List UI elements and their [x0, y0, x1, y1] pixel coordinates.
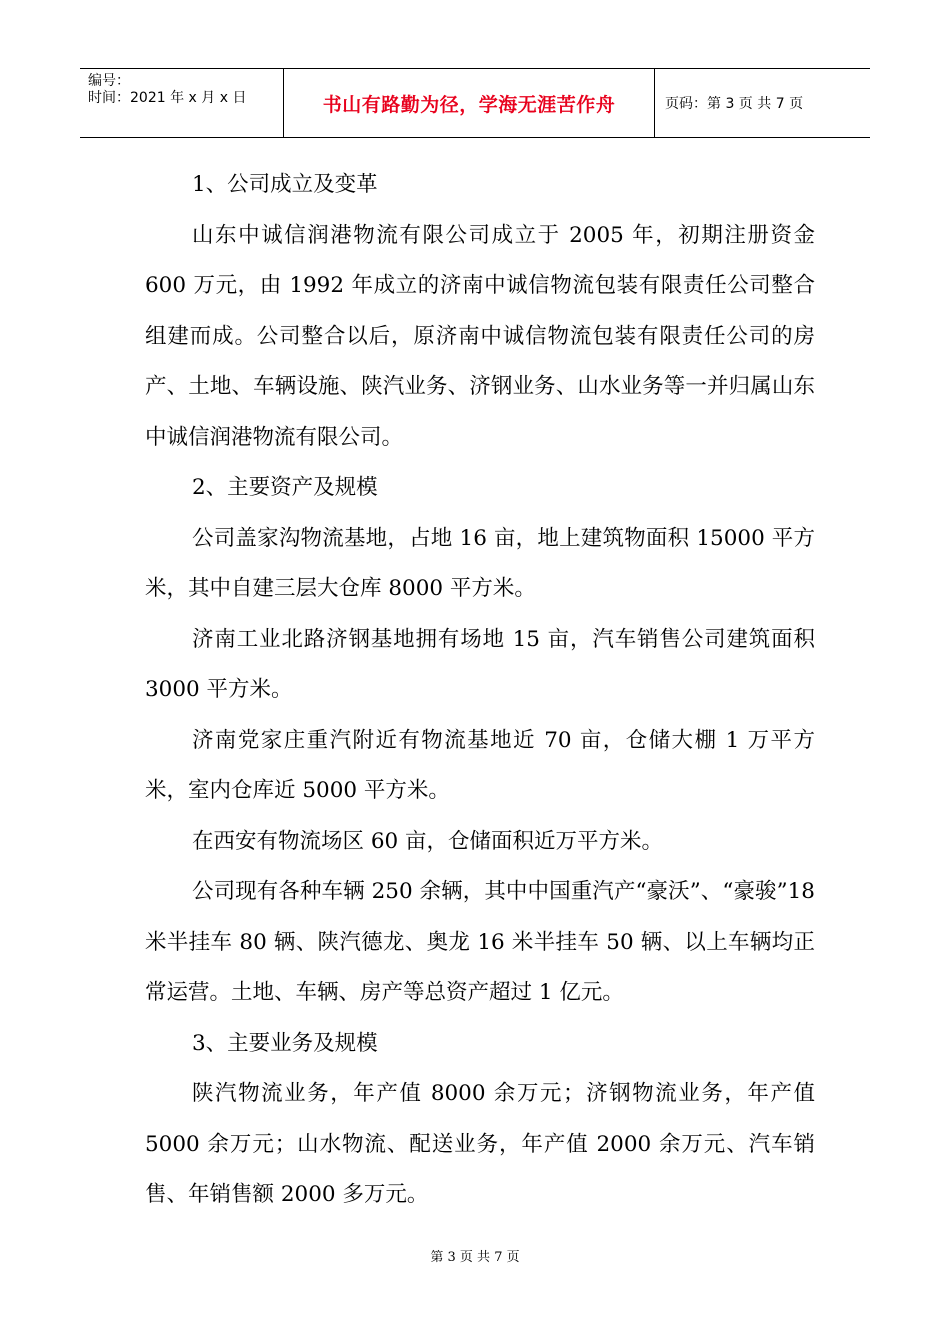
paragraph-dangjiazhuang-base: 济南党家庄重汽附近有物流基地近 70 亩，仓储大棚 1 万平方米，室内仓库近 5000 平方米。 [145, 727, 815, 803]
header-page-info: 页码：第 3 页 共 7 页 [665, 96, 804, 112]
paragraph-company-history: 山东中诚信润港物流有限公司成立于 2005 年，初期注册资金 600 万元，由 1992 年成立的济南中诚信物流包装有限责任公司整合组建而成。公司整合以后，原济南中诚信物流包装有限责任公司的房产、土地、车辆设施、陕汽业务、济钢业务、山水业务等一并归属山东中诚信润港物流有限公司。 [145, 222, 815, 450]
paragraph-xian-base: 在西安有物流场区 60 亩，仓储面积近万平方米。 [192, 828, 664, 854]
section-heading-2: 2、主要资产及规模 [192, 475, 378, 500]
paragraph-business: 陕汽物流业务，年产值 8000 余万元；济钢物流业务，年产值 5000 余万元；山水物流、配送业务，年产值 2000 余万元、汽车销售、年销售额 2000 多万元。 [145, 1081, 815, 1207]
header-meta [80, 69, 284, 137]
paragraph-jigang-base: 济南工业北路济钢基地拥有场地 15 亩，汽车销售公司建筑面积 3000 平方米。 [145, 626, 815, 702]
number-label: 编号： [88, 73, 130, 89]
page-footer: 第 3 页 共 7 页 [430, 1250, 520, 1265]
time-label: 时间：2021 年 x 月 x 日 [88, 90, 247, 106]
paragraph-vehicles: 公司现有各种车辆 250 余辆，其中中国重汽产“豪沃”、“豪骏”18 米半挂车 80 辆、陕汽德龙、奥龙 16 米半挂车 50 辆、以上车辆均正常运营。土地、车辆、房产等总资产超过 1 亿元。 [145, 879, 815, 1005]
section-heading-3: 3、主要业务及规模 [192, 1030, 378, 1056]
section-heading-1: 1、公司成立及变革 [192, 172, 378, 197]
header-motto: 书山有路勤为径，学海无涯苦作舟 [284, 69, 655, 137]
document-body [145, 160, 815, 1221]
paragraph-gaijiagou-base: 公司盖家沟物流基地，占地 16 亩，地上建筑物面积 15000 平方米，其中自建三层大仓库 8000 平方米。 [145, 525, 815, 601]
page-header [80, 68, 870, 138]
